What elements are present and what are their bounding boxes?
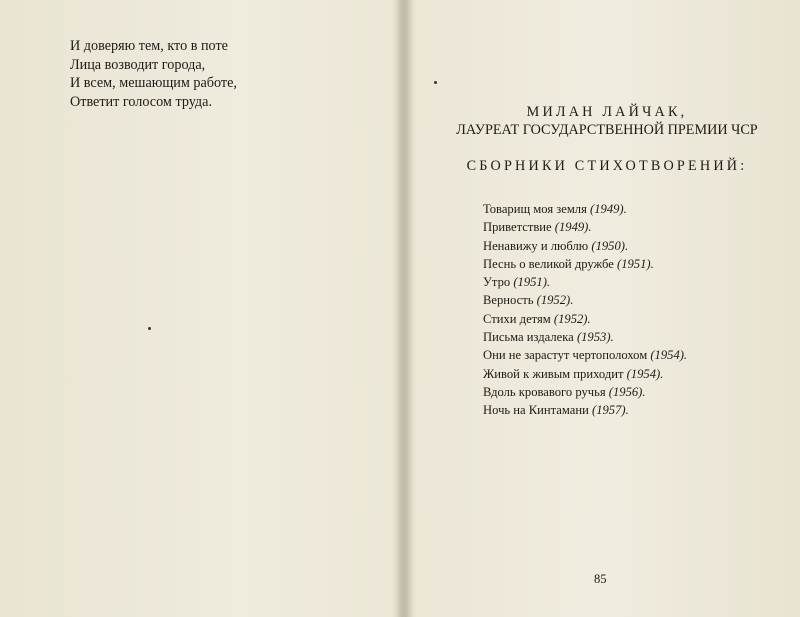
work-item (483, 328, 687, 346)
work-year: (1950). (591, 238, 629, 253)
work-title: Товарищ моя земля (483, 202, 587, 216)
work-year: (1954). (626, 366, 664, 381)
work-title: Они не зарастут чертополохом (483, 348, 648, 363)
author-title: ЛАУРЕАТ ГОСУДАРСТВЕННОЙ ПРЕМИИ ЧСР (456, 122, 758, 138)
work-title: Письма издалека (483, 330, 574, 345)
work-title: Приветствие (483, 220, 552, 235)
author-heading (414, 103, 800, 139)
work-title: Ненавижу и люблю (483, 238, 589, 253)
work-title: Живой к живым приходит (483, 366, 624, 381)
poem-stanza (70, 37, 237, 111)
work-year: (1951). (513, 275, 551, 290)
work-item (483, 291, 687, 309)
work-item (483, 383, 687, 401)
ink-speck (148, 327, 151, 330)
work-year: (1951). (617, 256, 654, 271)
work-item (483, 273, 687, 291)
work-year: (1954). (650, 348, 688, 363)
work-item (483, 401, 687, 419)
work-item (483, 200, 687, 218)
poem-line: И всем, мешающим работе, (70, 75, 237, 92)
ink-speck (434, 81, 437, 84)
work-item (483, 237, 687, 255)
work-year: (1952). (536, 293, 574, 308)
work-item (483, 255, 687, 273)
author-name: МИЛАН ЛАЙЧАК, (526, 104, 688, 120)
work-item (483, 365, 687, 383)
poem-line: И доверяю тем, кто в поте (70, 38, 228, 54)
work-year: (1957). (592, 403, 629, 418)
work-item (483, 346, 687, 364)
work-year: (1956). (608, 384, 646, 399)
book-gutter (396, 0, 414, 617)
section-title: СБОРНИКИ СТИХОТВОРЕНИЙ: (466, 158, 748, 174)
work-title: Верность (483, 293, 534, 308)
work-item (483, 218, 687, 236)
poem-line: Лица возводит города, (70, 56, 206, 73)
work-year: (1952). (553, 311, 591, 326)
work-year: (1949). (554, 220, 592, 235)
work-title: Ночь на Кинтамани (483, 403, 589, 418)
work-title: Вдоль кровавого ручья (483, 384, 606, 399)
work-title: Утро (483, 275, 511, 290)
work-title: Песнь о великой дружбе (483, 256, 614, 271)
work-year: (1953). (576, 330, 614, 345)
work-item (483, 310, 687, 328)
work-title: Стихи детям (483, 311, 551, 326)
works-list (483, 200, 687, 420)
work-year: (1949). (590, 202, 627, 216)
page-number: 85 (594, 572, 607, 586)
poem-line: Ответит голосом труда. (70, 93, 212, 110)
